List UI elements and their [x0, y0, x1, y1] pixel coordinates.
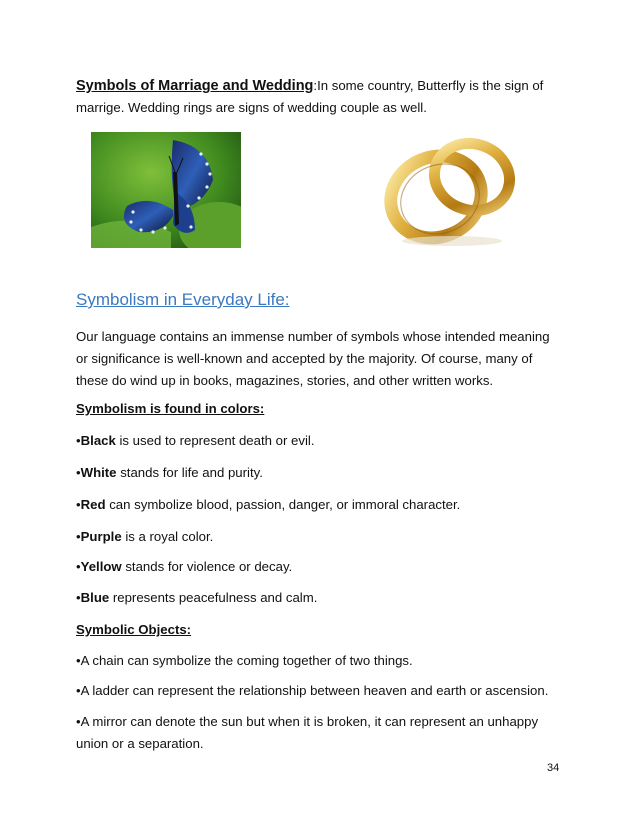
intro-text-1: :In some country, Butterfly is the sign of	[313, 78, 544, 93]
marriage-heading: Symbols of Marriage and Wedding	[76, 78, 314, 94]
color-term: Blue	[80, 590, 110, 605]
bullet: •	[76, 590, 81, 605]
object-item-mirror	[76, 711, 572, 755]
bullet: •	[76, 497, 81, 512]
color-item-purple	[76, 526, 572, 548]
bullet: •	[76, 465, 81, 480]
bullet: •	[76, 433, 81, 448]
intro-text-2: marrige. Wedding rings are signs of wedding couple as well.	[76, 100, 427, 115]
color-term: Purple	[80, 529, 122, 544]
color-item-blue	[76, 587, 572, 609]
object-item-chain: •A chain can symbolize the coming together of two things.	[76, 653, 413, 668]
color-term: Red	[80, 497, 106, 512]
bullet: •	[76, 529, 81, 544]
mirror-line-2: union or a separation.	[76, 736, 204, 751]
color-term: White	[80, 465, 117, 480]
color-item-red	[76, 494, 572, 516]
color-item-white	[76, 462, 572, 484]
color-term: Black	[80, 433, 116, 448]
color-desc: is a royal color.	[121, 529, 214, 544]
section-paragraph	[76, 326, 572, 392]
colors-heading: Symbolism is found in colors:	[76, 401, 265, 416]
section-para-line-1: Our language contains an immense number of symbols whose intended meaning	[76, 329, 550, 344]
color-item-yellow	[76, 556, 572, 578]
mirror-line-1: •A mirror can denote the sun but when it is broken, it can represent an unhappy	[76, 714, 539, 729]
bullet: •	[76, 559, 81, 574]
section-para-line-2: or significance is well-known and accepted by the majority. Of course, many of	[76, 351, 533, 366]
color-item-black	[76, 430, 572, 452]
color-desc: represents peacefulness and calm.	[109, 590, 318, 605]
color-term: Yellow	[80, 559, 122, 574]
color-desc: is used to represent death or evil.	[115, 433, 315, 448]
page-number: 34	[547, 762, 560, 774]
color-desc: stands for life and purity.	[116, 465, 263, 480]
section-title: Symbolism in Everyday Life:	[76, 290, 290, 309]
objects-heading: Symbolic Objects:	[76, 622, 192, 637]
section-para-line-3: these do wind up in books, magazines, stories, and other written works.	[76, 373, 494, 388]
color-desc: stands for violence or decay.	[121, 559, 293, 574]
intro-paragraph	[76, 75, 572, 119]
wedding-rings-image	[380, 133, 522, 248]
color-desc: can symbolize blood, passion, danger, or immoral character.	[105, 497, 461, 512]
butterfly-image	[91, 132, 241, 248]
object-item-ladder: •A ladder can represent the relationship between heaven and earth or ascension.	[76, 683, 549, 698]
